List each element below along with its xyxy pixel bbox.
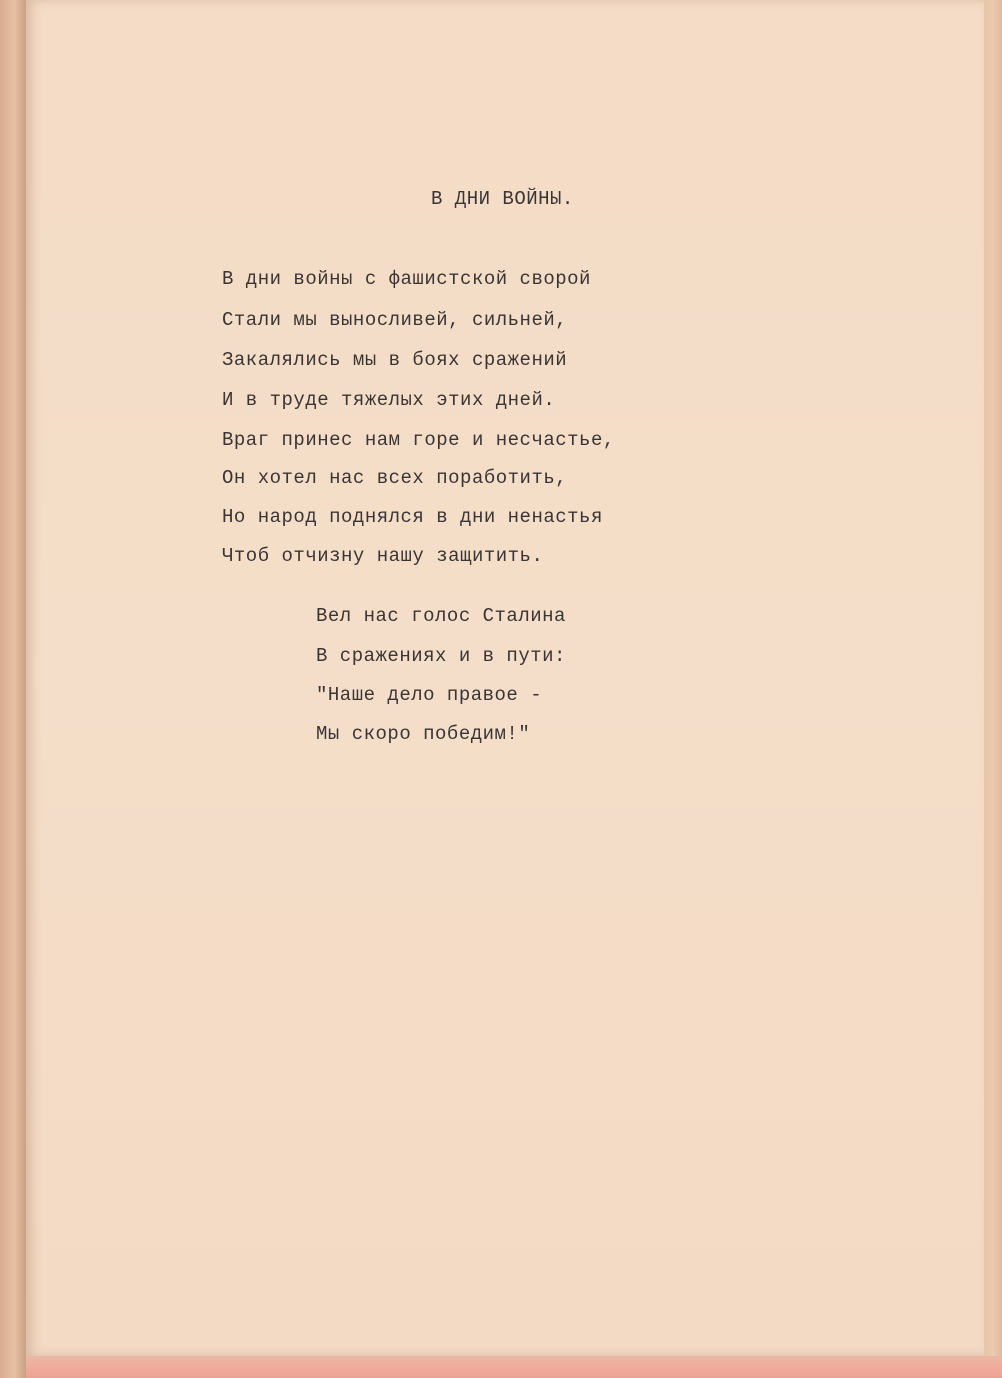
refrain-line: В сражениях и в пути: [316, 645, 566, 667]
poem-line: Враг принес нам горе и несчастье, [222, 429, 615, 451]
refrain-line: Мы скоро победим!" [316, 723, 531, 745]
poem-line: Стали мы выносливей, сильней, [222, 309, 568, 331]
page-bottom-edge [26, 1356, 1002, 1378]
poem-line: Но народ поднялся в дни ненастья [222, 506, 603, 528]
poem-line: В дни войны с фашистской сворой [222, 268, 591, 290]
poem-line: Он хотел нас всех поработить, [222, 467, 568, 489]
refrain-line: Вел нас голос Сталина [316, 605, 566, 627]
poem-line: Чтоб отчизну нашу защитить. [222, 545, 544, 567]
poem-line: И в труде тяжелых этих дней. [222, 389, 556, 411]
page-right-edge [984, 0, 1002, 1378]
poem-line: Закалялись мы в боях сражений [222, 349, 568, 371]
refrain-line: "Наше дело правое - [316, 684, 543, 706]
poem-title: В ДНИ ВОЙНЫ. [431, 188, 574, 210]
binding-strip [0, 0, 26, 1378]
